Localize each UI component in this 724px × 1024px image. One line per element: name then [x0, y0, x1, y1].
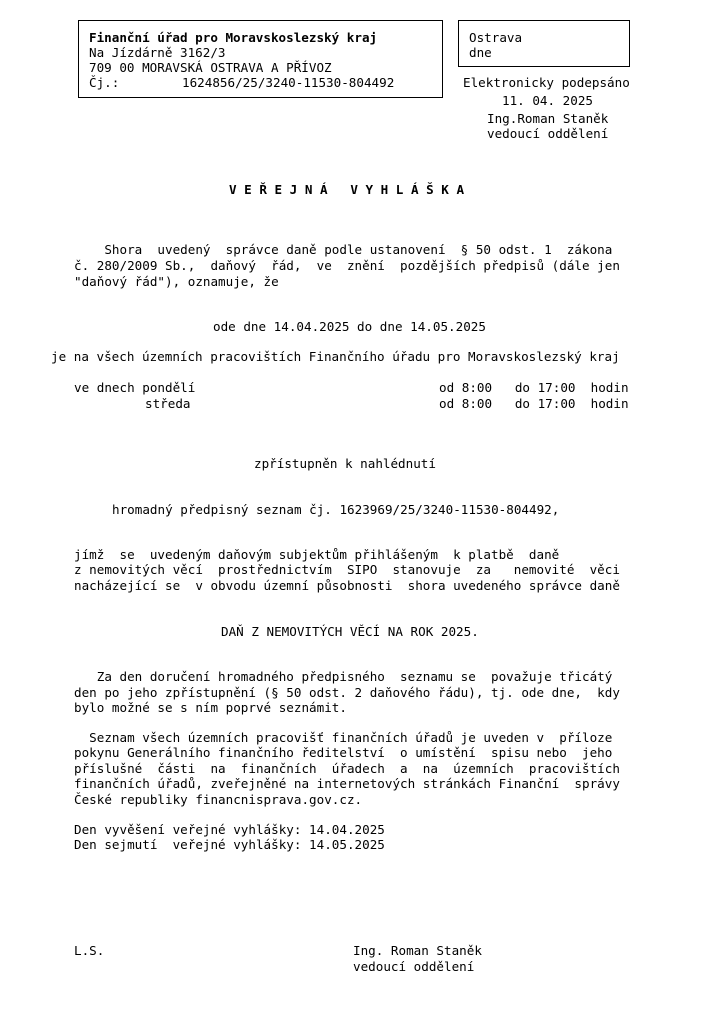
subjects-line-3: nacházející se v obvodu územní působnosti shora uvedeného správce daně — [74, 578, 620, 593]
posting-date-line: Den vyvěšení veřejné vyhlášky: 14.04.2025 — [74, 822, 385, 837]
delivery-line-1: Za den doručení hromadného předpisného seznamu se považuje třicátý — [74, 669, 613, 684]
signer-role: vedoucí oddělení — [487, 126, 609, 141]
hours-day-1: ve dnech pondělí — [74, 380, 196, 395]
hours-day-2: středa — [145, 396, 191, 411]
signed-label: Elektronicky podepsáno — [463, 75, 630, 90]
intro-line-2: č. 280/2009 Sb., daňový řád, ve znění pozdějších předpisů (dále jen — [74, 258, 620, 273]
list-info-line-4: finančních úřadů, zveřejněné na internetových stránkách Finanční správy — [74, 776, 620, 791]
hours-time-2: od 8:00 do 17:00 hodin — [439, 396, 629, 411]
offices-line: je na všech územních pracovištích Finančního úřadu pro Moravskoslezský kraj — [51, 349, 620, 364]
period-line: ode dne 14.04.2025 do dne 14.05.2025 — [213, 319, 486, 334]
list-info-line-3: příslušné části na finančních úřadech a na územních pracovištích — [74, 761, 620, 776]
intro-line-3: "daňový řád"), oznamuje, že — [74, 274, 279, 289]
footer-signer-role: vedoucí oddělení — [353, 959, 475, 974]
document-title: V E Ř E J N Á V Y H L Á Š K A — [229, 182, 465, 197]
subjects-line-2: z nemovitých věcí prostřednictvím SIPO stanovuje za nemovité věci — [74, 562, 620, 577]
reference-number: 1624856/25/3240-11530-804492 — [182, 75, 395, 90]
list-info-line-1: Seznam všech územních pracovišť finančních úřadů je uveden v příloze — [74, 730, 613, 745]
date-box-city: Ostrava — [469, 30, 523, 45]
hours-time-1: od 8:00 do 17:00 hodin — [439, 380, 629, 395]
delivery-line-2: den po jeho zpřístupnění (§ 50 odst. 2 daňového řádu), tj. ode dne, kdy — [74, 685, 620, 700]
intro-line-1: Shora uvedený správce daně podle ustanovení § 50 odst. 1 zákona — [74, 242, 613, 257]
delivery-line-3: bylo možné se s ním poprvé seznámit. — [74, 700, 347, 715]
list-info-line-2: pokynu Generálního finančního ředitelství o umístění spisu nebo jeho — [74, 745, 613, 760]
list-line: hromadný předpisný seznam čj. 1623969/25/3240-11530-804492, — [112, 502, 560, 517]
tax-line: DAŇ Z NEMOVITÝCH VĚCÍ NA ROK 2025. — [221, 624, 479, 639]
available-line: zpřístupněn k nahlédnutí — [254, 456, 436, 471]
office-name: Finanční úřad pro Moravskoslezský kraj — [89, 30, 378, 45]
signer-name: Ing.Roman Staněk — [487, 111, 609, 126]
list-info-line-5: České republiky financnisprava.gov.cz. — [74, 792, 363, 807]
removal-date-line: Den sejmutí veřejné vyhlášky: 14.05.2025 — [74, 837, 385, 852]
date-box-label: dne — [469, 45, 492, 60]
office-address-line1: Na Jízdárně 3162/3 — [89, 45, 226, 60]
office-address-line2: 709 00 MORAVSKÁ OSTRAVA A PŘÍVOZ — [89, 60, 332, 75]
subjects-line-1: jímž se uvedeným daňovým subjektům přihlášeným k platbě daně — [74, 547, 560, 562]
reference-label: Čj.: — [89, 75, 120, 90]
seal-label: L.S. — [74, 943, 105, 958]
signed-date: 11. 04. 2025 — [502, 93, 593, 108]
footer-signer-name: Ing. Roman Staněk — [353, 943, 482, 958]
